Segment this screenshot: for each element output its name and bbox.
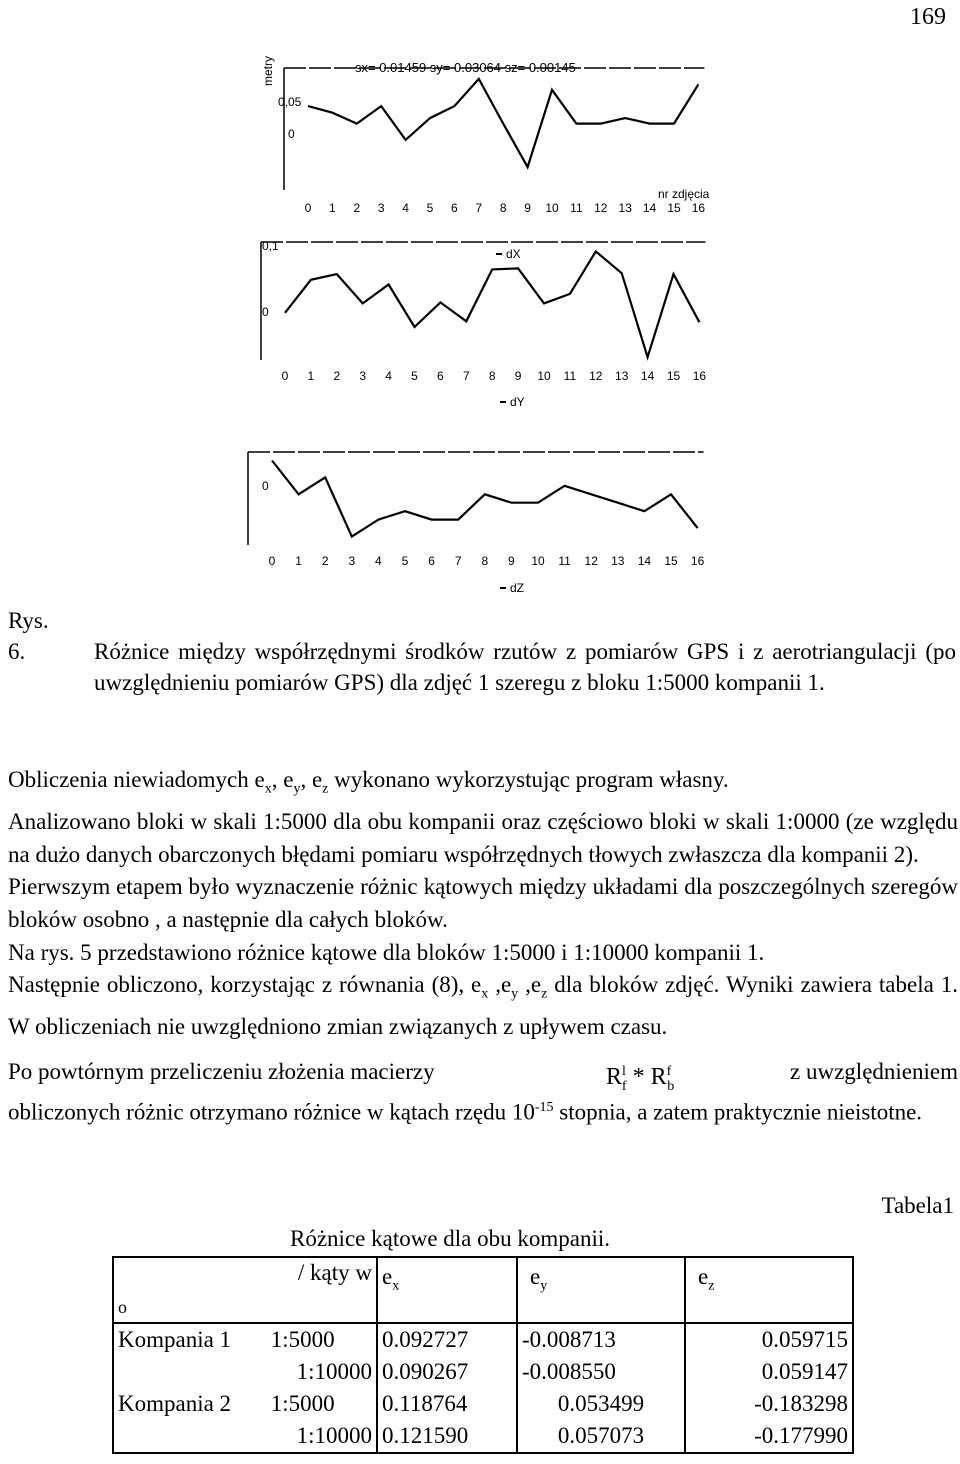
- series-line-dX: [308, 79, 698, 167]
- x-tick-label: 9: [508, 554, 515, 568]
- x-tick-label: 6: [428, 554, 435, 568]
- x-tick-label: 1: [295, 554, 302, 568]
- chart-dy: [0, 230, 960, 420]
- x-tick-label: 9: [524, 201, 531, 215]
- x-axis-label: nr zdjęcia: [658, 187, 710, 201]
- x-tick-label: 11: [558, 554, 571, 568]
- x-tick-label: 6: [437, 369, 444, 383]
- x-tick-label: 4: [385, 369, 392, 383]
- x-tick-label: 16: [690, 554, 705, 568]
- paragraph-4: Na rys. 5 przedstawiono różnice kątowe dla bloków 1:5000 i 1:10000 kompanii 1.: [8, 939, 765, 965]
- x-tick-label: 12: [584, 554, 598, 568]
- table-title: Różnice kątowe dla obu kompanii.: [290, 1226, 611, 1251]
- caption-text: Różnice między współrzędnymi środków rzutów z pomiarów GPS i z aerotriangulacji (po uwzględnieniu pomiarów GPS) dla zdjęć 1 szeregu z bloku 1:5000 kompanii 1.: [94, 639, 956, 695]
- y-tick-label: 0: [262, 479, 269, 493]
- x-tick-label: 2: [333, 369, 341, 383]
- paragraph-6-right: z uwzględnieniem: [790, 1058, 958, 1084]
- legend-label: dZ: [510, 581, 525, 595]
- x-tick-label: 15: [664, 554, 678, 568]
- legend-label: dX: [506, 247, 521, 261]
- x-tick-label: 4: [375, 554, 382, 568]
- caption-lead: Rys. 6.: [8, 608, 49, 664]
- chart-dx: [0, 40, 960, 261]
- y-tick-label: 0,05: [278, 95, 302, 109]
- x-tick-label: 12: [589, 369, 603, 383]
- header-corner: / kąty w o: [113, 1257, 377, 1323]
- x-tick-label: 3: [377, 201, 385, 215]
- formula-line: [8, 1052, 958, 1092]
- table-label: Tabela1: [881, 1193, 954, 1218]
- header-ex: $e_x$: [377, 1257, 517, 1323]
- x-tick-label: 11: [570, 201, 583, 215]
- table-row: Kompania 1 1:5000 0.092727 -0.008713 0.059715: [113, 1323, 853, 1356]
- body-text: [8, 764, 958, 1129]
- paragraph-6-left: Po powtórnym przeliczeniu złożenia macierzy: [8, 1058, 435, 1084]
- legend-label: dY: [510, 395, 525, 409]
- x-tick-label: 6: [451, 201, 458, 215]
- table-row: 1:10000 0.090267 -0.008550 0.059147: [113, 1356, 853, 1388]
- x-tick-label: 3: [359, 369, 367, 383]
- series-line-dZ: [272, 461, 698, 537]
- table-row: 1:10000 0.121590 0.057073 -0.177990: [113, 1420, 853, 1453]
- x-tick-label: 8: [499, 201, 507, 215]
- x-tick-label: 1: [329, 201, 336, 215]
- chart-dx-svg: [0, 40, 960, 261]
- table-header-row: [113, 1257, 853, 1323]
- paragraph-3: Pierwszym etapem było wyznaczenie różnic kątowych między układami dla poszczególnych szeregów bloków osobno , a następnie dla całych bloków.: [8, 874, 958, 932]
- x-tick-label: 16: [692, 369, 707, 383]
- x-tick-label: 1: [307, 369, 315, 383]
- x-tick-label: 15: [667, 201, 681, 215]
- x-tick-label: 4: [402, 201, 409, 215]
- paragraph-2: Analizowano bloki w skali 1:5000 dla obu kompanii oraz częściowo bloki w skali 1:0000 (ze względu na dużo danych obarczonych błędami pomiaru współrzędnych tłowych zwłaszcza dla kompanii 2).: [8, 809, 958, 867]
- x-tick-label: 14: [640, 369, 655, 383]
- page-number: 169: [910, 4, 946, 30]
- x-tick-label: 14: [642, 201, 657, 215]
- x-tick-label: 8: [488, 369, 496, 383]
- x-tick-label: 14: [637, 554, 652, 568]
- x-tick-label: 0: [304, 201, 312, 215]
- x-tick-label: 2: [321, 554, 329, 568]
- stats-annotation: sx= 0.01459 sy= 0.03064 sz= 0.00145: [355, 60, 576, 75]
- x-tick-label: 9: [514, 369, 522, 383]
- x-tick-label: 13: [611, 554, 625, 568]
- x-tick-label: 5: [401, 554, 409, 568]
- y-axis-label: metry: [261, 56, 275, 86]
- x-tick-label: 7: [475, 201, 483, 215]
- x-tick-label: 11: [563, 369, 577, 383]
- x-tick-label: 16: [691, 201, 706, 215]
- x-tick-label: 10: [531, 554, 545, 568]
- y-tick-label: 0,1: [262, 239, 279, 253]
- figure-caption: [8, 605, 956, 698]
- x-tick-label: 10: [537, 369, 551, 383]
- chart-dz: [0, 440, 960, 600]
- x-tick-label: 0: [281, 369, 289, 383]
- x-tick-label: 2: [353, 201, 361, 215]
- x-tick-label: 13: [615, 369, 629, 383]
- x-tick-label: 15: [666, 369, 681, 383]
- chart-dz-svg: [0, 440, 960, 600]
- series-line-dY: [285, 251, 699, 357]
- x-tick-label: 5: [411, 369, 418, 383]
- x-tick-label: 5: [426, 201, 434, 215]
- y-tick-label: 0: [288, 127, 295, 141]
- matrix-formula: $R^l_f * R^f_b$: [606, 1063, 675, 1094]
- paragraph-5: Następnie obliczono, korzystając z równania (8), $e_x$ $,e_y$ $,e_z$ dla bloków zdjęć. Wyniki zawiera tabela 1. W obliczeniach nie uwzględniono zmian związanych z upływem czasu.: [8, 972, 958, 1040]
- paragraph-1: Obliczenia niewiadomych $e_x$, $e_y$, $e_z$ wykonano wykorzystując program własny.: [8, 767, 729, 797]
- angle-differences-table: [112, 1256, 854, 1454]
- x-tick-label: 8: [481, 554, 489, 568]
- paragraph-7: obliczonych różnic otrzymano różnice w kątach rzędu $10^{-15}$ stopnia, a zatem praktycznie nieistotne.: [8, 1099, 923, 1125]
- x-tick-label: 12: [594, 201, 608, 215]
- x-tick-label: 13: [618, 201, 632, 215]
- x-tick-label: 10: [545, 201, 559, 215]
- table-row: Kompania 2 1:5000 0.118764 0.053499 -0.183298: [113, 1388, 853, 1420]
- x-tick-label: 0: [268, 554, 276, 568]
- header-ey: $e_y$: [517, 1257, 685, 1323]
- x-tick-label: 3: [348, 554, 356, 568]
- y-tick-label: 0: [262, 305, 269, 319]
- x-tick-label: 7: [454, 554, 462, 568]
- chart-dy-svg: [0, 230, 960, 420]
- x-tick-label: 7: [462, 369, 470, 383]
- header-ez: $e_z$: [685, 1257, 853, 1323]
